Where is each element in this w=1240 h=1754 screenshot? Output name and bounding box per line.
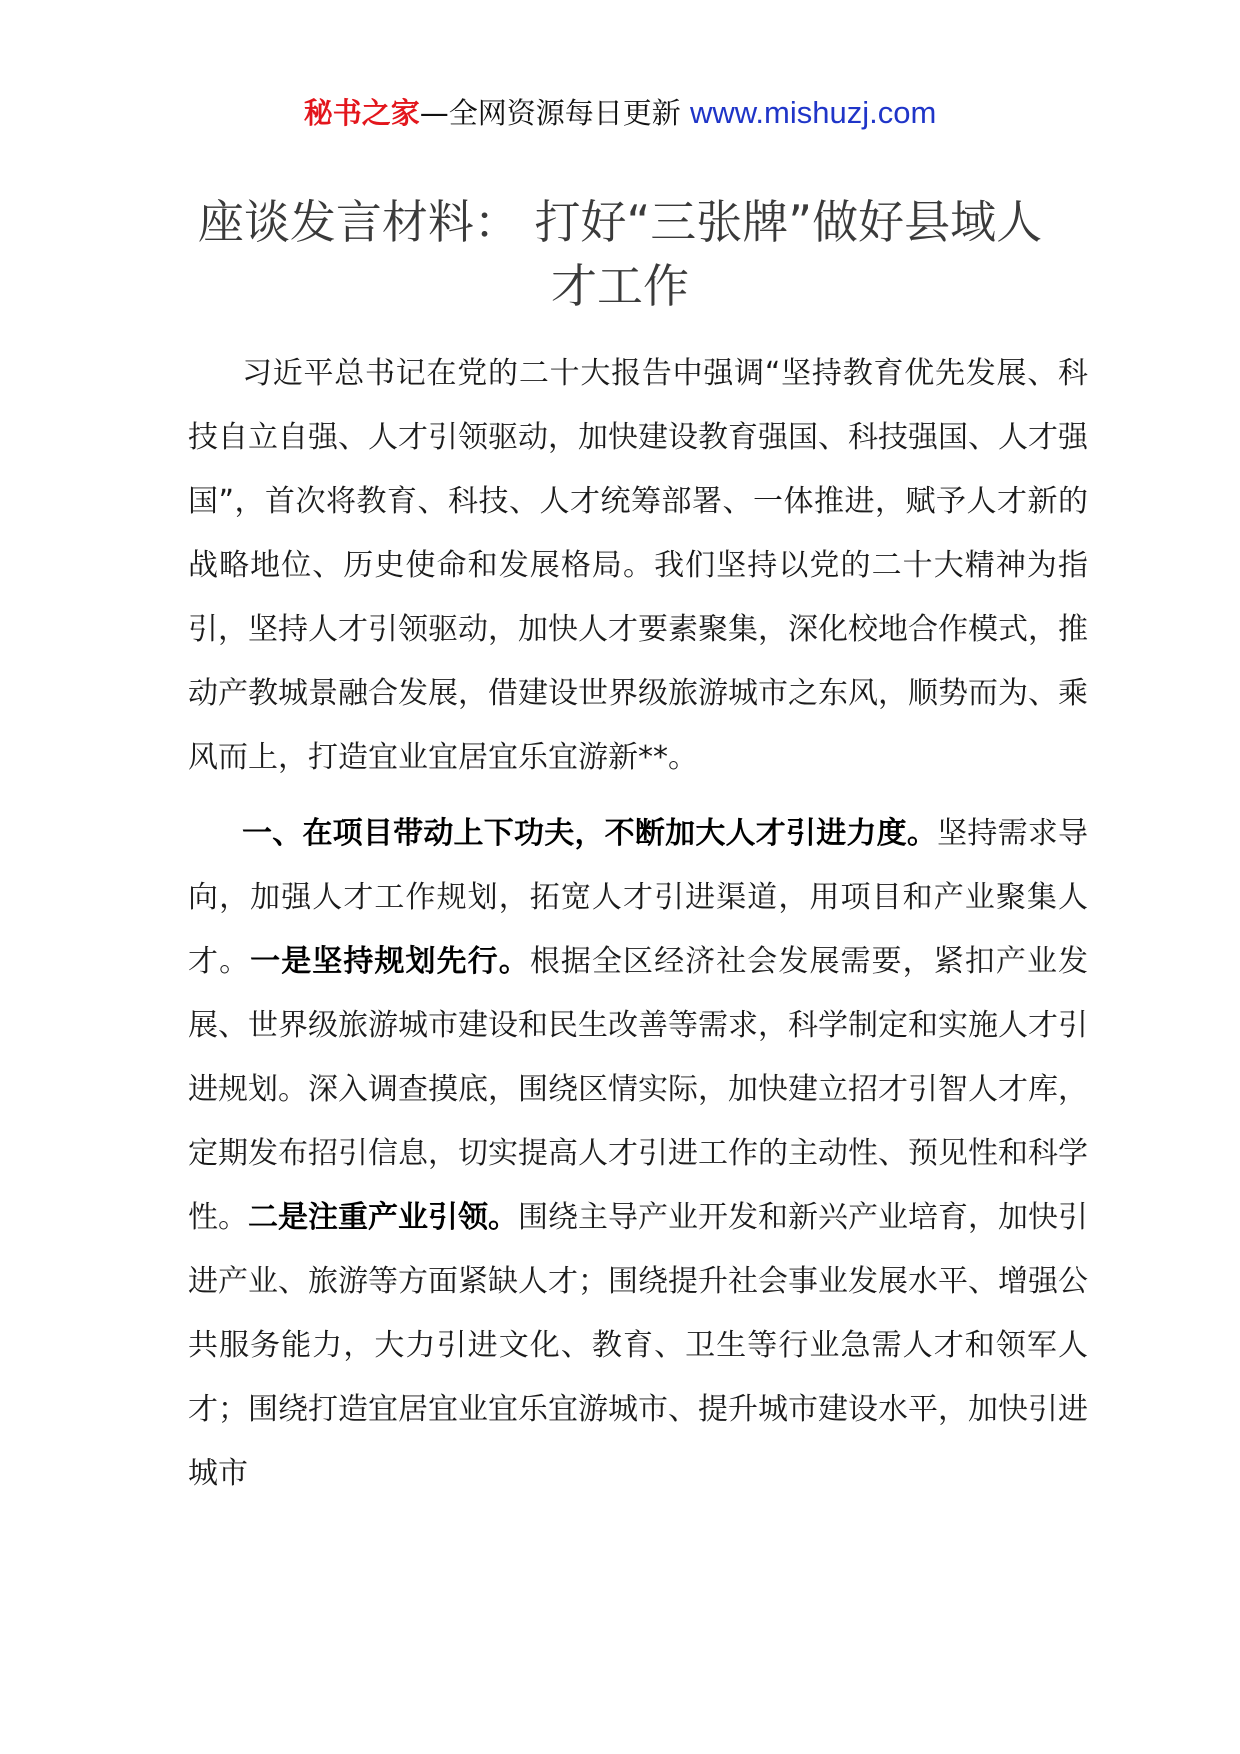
section-1-text: 坚持需求导向，加强人才工作规划，拓宽人才引进渠道，用项目和产业聚集人才。 <box>188 816 1089 979</box>
intro-paragraph: 习近平总书记在党的二十大报告中强调“坚持教育优先发展、科技自立自强、人才引领驱动，加快建设教育强国、科技强国、人才强国”，首次将教育、科技、人才统筹部署、一体推进，赋予人才新的战略地位、历史使命和发展格局。我们坚持以党的二十大精神为指引，坚持人才引领驱动，加快人才要素聚集，深化校地合作模式，推动产教城景融合发展，借建设世界级旅游城市之东风，顺势而为、乘风而上，打造宜业宜居宜乐宜游新**。 <box>188 356 1088 775</box>
point-2-heading: 二是注重产业引领。 <box>248 1200 518 1235</box>
document-title: 座谈发言材料： 打好“三张牌”做好县域人才工作 <box>197 195 1043 313</box>
document-body <box>188 342 1088 1506</box>
point-1-text: 根据全区经济社会发展需要，紧扣产业发展、世界级旅游城市建设和民生改善等需求，科学制定和实施人才引进规划。深入调查摸底，围绕区情实际，加快建立招才引智人才库，定期发布招引信息，切实提高人才引进工作的主动性、预见性和科学性。 <box>188 944 1089 1235</box>
site-brand: 秘书之家 <box>303 96 420 130</box>
section-1-paragraph <box>188 802 1088 1506</box>
site-header <box>0 93 1240 133</box>
point-1-heading: 一是坚持规划先行。 <box>250 944 530 979</box>
site-url-link[interactable]: www.mishuzj.com <box>689 95 937 130</box>
site-slogan: —全网资源每日更新 <box>419 96 690 130</box>
section-1-heading: 一、在项目带动上下功夫，不断加大人才引进力度。 <box>242 816 938 851</box>
point-2-text: 围绕主导产业开发和新兴产业培育，加快引进产业、旅游等方面紧缺人才；围绕提升社会事业发展水平、增强公共服务能力，大力引进文化、教育、卫生等行业急需人才和领军人才；围绕打造宜居宜业宜乐宜游城市、提升城市建设水平，加快引进城市 <box>188 1200 1088 1491</box>
